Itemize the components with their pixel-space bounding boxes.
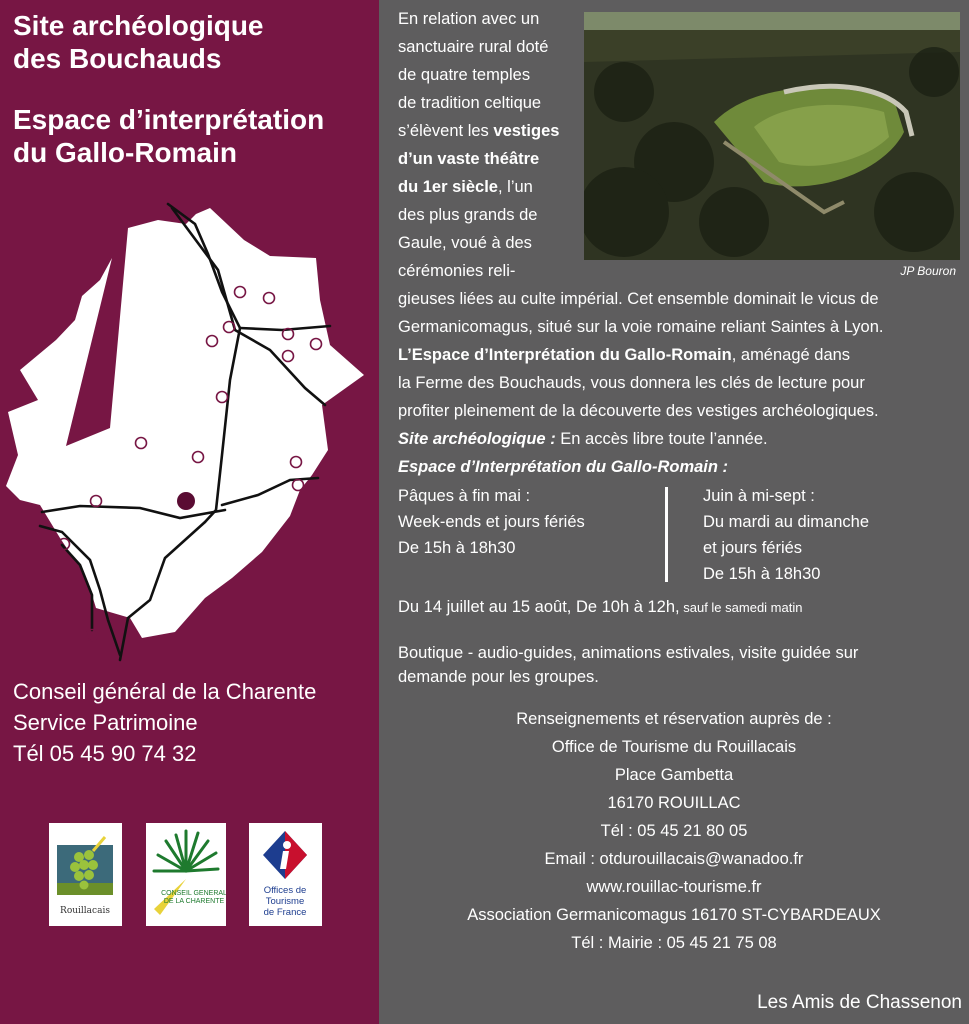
- intro-line: des plus grands de: [398, 206, 538, 224]
- charente-map: [0, 200, 379, 670]
- rouillacais-logo: [49, 823, 122, 926]
- description-text: [398, 285, 963, 481]
- svg-text:Offices de: Offices de: [263, 885, 307, 896]
- info-line: Office de Tourisme du Rouillacais: [551, 738, 797, 756]
- charente-logo: [146, 823, 226, 926]
- intro-line: Gaule, voué à des: [398, 234, 532, 252]
- intro-line: En relation avec un: [398, 10, 540, 28]
- intro-line: du 1er siècle, l’un: [398, 178, 533, 196]
- description-line: profiter pleinement de la découverte des vestiges archéologiques.: [398, 402, 879, 420]
- espace-heading: Espace d’Interprétation du Gallo-Romain :: [398, 458, 729, 476]
- boutique-line: demande pour les groupes.: [398, 668, 599, 686]
- summer-hours: Du 14 juillet au 15 août, De 10h à 12h, sauf le samedi matin: [398, 598, 803, 616]
- boutique-text: [398, 641, 858, 689]
- info-block: [379, 705, 969, 957]
- contact-block: [13, 676, 316, 769]
- svg-text:CONSEIL GENERAL: CONSEIL GENERAL: [161, 890, 226, 897]
- hours-june-sept: [703, 483, 963, 587]
- svg-text:Rouillacais: Rouillacais: [60, 906, 110, 916]
- info-line: Renseignements et réservation auprès de :: [516, 710, 832, 728]
- site-title: [13, 9, 264, 75]
- hours-line: Week-ends et jours fériés: [398, 513, 585, 531]
- theatre-aerial-photo: [584, 12, 960, 260]
- footer-credit: Les Amis de Chassenon: [757, 992, 962, 1013]
- intro-line: de tradition celtique: [398, 94, 542, 112]
- intro-text: [398, 5, 588, 285]
- left-panel: [0, 0, 379, 1024]
- photo-credit: JP Bouron: [900, 264, 956, 278]
- info-line: 16170 ROUILLAC: [607, 794, 741, 812]
- svg-text:DE LA CHARENTE: DE LA CHARENTE: [163, 898, 225, 905]
- column-divider: [665, 487, 668, 582]
- hours-line: De 15h à 18h30: [703, 565, 821, 583]
- offices-tourisme-logo: [249, 823, 322, 926]
- description-line: la Ferme des Bouchauds, vous donnera les clés de lecture pour: [398, 374, 865, 392]
- map-shape: [6, 208, 364, 638]
- hours-line: et jours fériés: [703, 539, 803, 557]
- info-phone: Tél : 05 45 21 80 05: [600, 822, 748, 840]
- espace-title-line2: du Gallo-Romain: [13, 137, 237, 168]
- hours-line: Du mardi au dimanche: [703, 513, 869, 531]
- espace-title-line1: Espace d’interprétation: [13, 104, 325, 135]
- intro-line: sanctuaire rural doté: [398, 38, 549, 56]
- info-mairie-phone: Tél : Mairie : 05 45 21 75 08: [571, 934, 777, 952]
- hours-easter-may: [398, 483, 668, 561]
- description-line: Germanicomagus, situé sur la voie romaine reliant Saintes à Lyon.: [398, 318, 884, 336]
- svg-text:de France: de France: [263, 907, 307, 918]
- description-line: L’Espace d’Interprétation du Gallo-Romain, aménagé dans: [398, 346, 851, 364]
- intro-line: cérémonies reli-: [398, 262, 516, 280]
- espace-title: [13, 103, 324, 169]
- hours-line: Juin à mi-sept :: [703, 487, 815, 505]
- intro-line: de quatre temples: [398, 66, 531, 84]
- info-website: www.rouillac-tourisme.fr: [586, 878, 762, 896]
- right-panel: [379, 0, 969, 1024]
- site-location-marker: [177, 492, 195, 510]
- svg-text:Tourisme: Tourisme: [265, 896, 305, 907]
- site-title-line1: Site archéologique: [13, 10, 264, 41]
- contact-org: Conseil général de la Charente: [13, 679, 317, 704]
- contact-phone: Tél 05 45 90 74 32: [13, 741, 197, 766]
- site-title-line2: des Bouchauds: [13, 43, 222, 74]
- boutique-line: Boutique - audio-guides, animations estivales, visite guidée sur: [398, 644, 859, 662]
- intro-line: d’un vaste théâtre: [398, 150, 540, 168]
- intro-line: s’élèvent les vestiges: [398, 122, 560, 140]
- hours-line: De 15h à 18h30: [398, 539, 516, 557]
- info-line: Place Gambetta: [614, 766, 734, 784]
- site-access-line: Site archéologique : En accès libre toute l’année.: [398, 430, 768, 448]
- description-line: gieuses liées au culte impérial. Cet ensemble dominait le vicus de: [398, 290, 879, 308]
- contact-service: Service Patrimoine: [13, 710, 198, 735]
- info-email: Email : otdurouillacais@wanadoo.fr: [544, 850, 804, 868]
- hours-line: Pâques à fin mai :: [398, 487, 531, 505]
- info-association: Association Germanicomagus 16170 ST-CYBARDEAUX: [467, 906, 881, 924]
